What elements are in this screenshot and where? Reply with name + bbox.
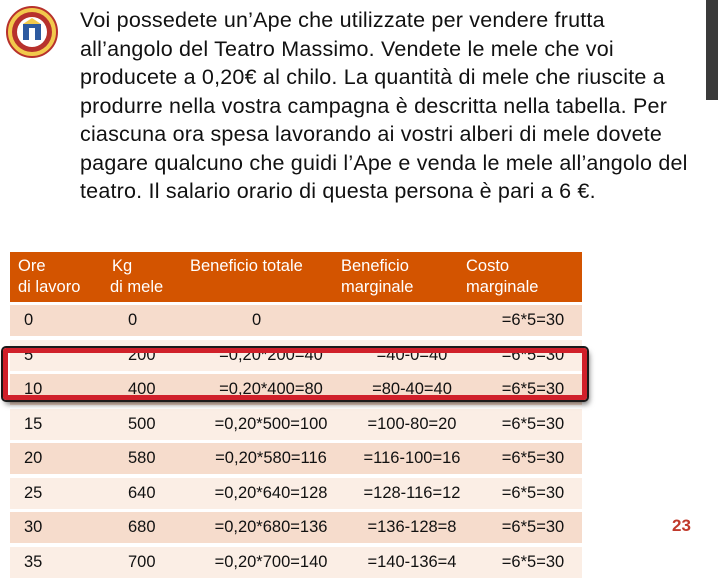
- table-row: [10, 305, 582, 336]
- cell-beneficio-totale: =0,20*500=100: [214, 414, 328, 433]
- cell-beneficio-totale: =0,20*200=40: [219, 345, 323, 364]
- cell-ore: 0: [24, 311, 34, 329]
- cell-beneficio-totale: =0,20*580=116: [215, 449, 327, 467]
- cell-ore: 5: [24, 345, 34, 364]
- table-row-highlighted: [10, 374, 582, 405]
- production-table: [10, 252, 582, 581]
- cell-kg: 680: [128, 518, 156, 536]
- cell-kg: 640: [128, 483, 156, 502]
- cell-costo-marginale: =6*5=30: [501, 311, 565, 329]
- table-row: [10, 512, 582, 543]
- cell-ore: 25: [24, 483, 43, 502]
- header-beneficio-totale: Beneficio totale: [190, 257, 303, 275]
- problem-statement: Voi possedete un’Ape che utilizzate per vendere frutta all’angolo del Teatro Massimo. Vendete le mele che voi producete a 0,20€ al chilo. La quantità di mele che riuscite a produrre nella vostra campagna è descritta nella tabella. Per ciascuna ora spesa lavorando ai vostri alberi di mele dovete pagare qualcuno che guidi l’Ape e venda le mele all’angolo del teatro. Il salario orario di questa persona è pari a 6 €.: [80, 8, 688, 203]
- accent-bar: [706, 0, 718, 100]
- cell-costo-marginale: =6*5=30: [501, 414, 565, 433]
- university-seal-icon: [6, 6, 58, 58]
- cell-beneficio-totale: 0: [252, 311, 262, 329]
- header-beneficio-marginale: Beneficio marginale: [341, 257, 414, 296]
- cell-beneficio-totale: =0,20*640=128: [214, 483, 328, 502]
- cell-kg: 0: [128, 311, 138, 329]
- cell-beneficio-marginale: =136-128=8: [367, 518, 457, 536]
- page-number: 23: [672, 516, 691, 535]
- cell-costo-marginale: =6*5=30: [501, 345, 565, 364]
- header-ore: Ore di lavoro: [18, 257, 81, 296]
- cell-kg: 400: [128, 380, 156, 398]
- header-kg: Kg di mele: [110, 257, 164, 296]
- table-row: [10, 547, 582, 578]
- cell-kg: 700: [128, 552, 156, 571]
- cell-ore: 35: [24, 552, 43, 571]
- cell-kg: 200: [128, 345, 156, 364]
- cell-costo-marginale: =6*5=30: [501, 483, 565, 502]
- cell-beneficio-marginale: =128-116=12: [363, 483, 461, 502]
- cell-costo-marginale: =6*5=30: [501, 449, 565, 467]
- cell-beneficio-marginale: =140-136=4: [367, 552, 457, 571]
- cell-ore: 20: [24, 449, 43, 467]
- cell-ore: 15: [24, 414, 43, 433]
- cell-beneficio-totale: =0,20*700=140: [214, 552, 328, 571]
- cell-beneficio-marginale: =100-80=20: [367, 414, 457, 433]
- cell-kg: 500: [128, 414, 156, 433]
- table-header: [10, 252, 582, 302]
- cell-beneficio-marginale: =80-40=40: [372, 380, 452, 398]
- cell-beneficio-totale: =0,20*400=80: [219, 380, 323, 398]
- cell-beneficio-marginale: =40-0=40: [376, 345, 448, 364]
- cell-kg: 580: [128, 449, 156, 467]
- cell-beneficio-totale: =0,20*680=136: [214, 518, 328, 536]
- cell-costo-marginale: =6*5=30: [501, 380, 565, 398]
- header-costo-marginale: Costo marginale: [466, 257, 539, 296]
- cell-ore: 30: [24, 518, 43, 536]
- table-row: [10, 478, 582, 509]
- table-row: [10, 340, 582, 371]
- table-row: [10, 409, 582, 440]
- table-row: [10, 443, 582, 474]
- cell-ore: 10: [24, 380, 43, 398]
- cell-costo-marginale: =6*5=30: [501, 518, 565, 536]
- cell-beneficio-marginale: =116-100=16: [363, 449, 461, 467]
- cell-costo-marginale: =6*5=30: [501, 552, 565, 571]
